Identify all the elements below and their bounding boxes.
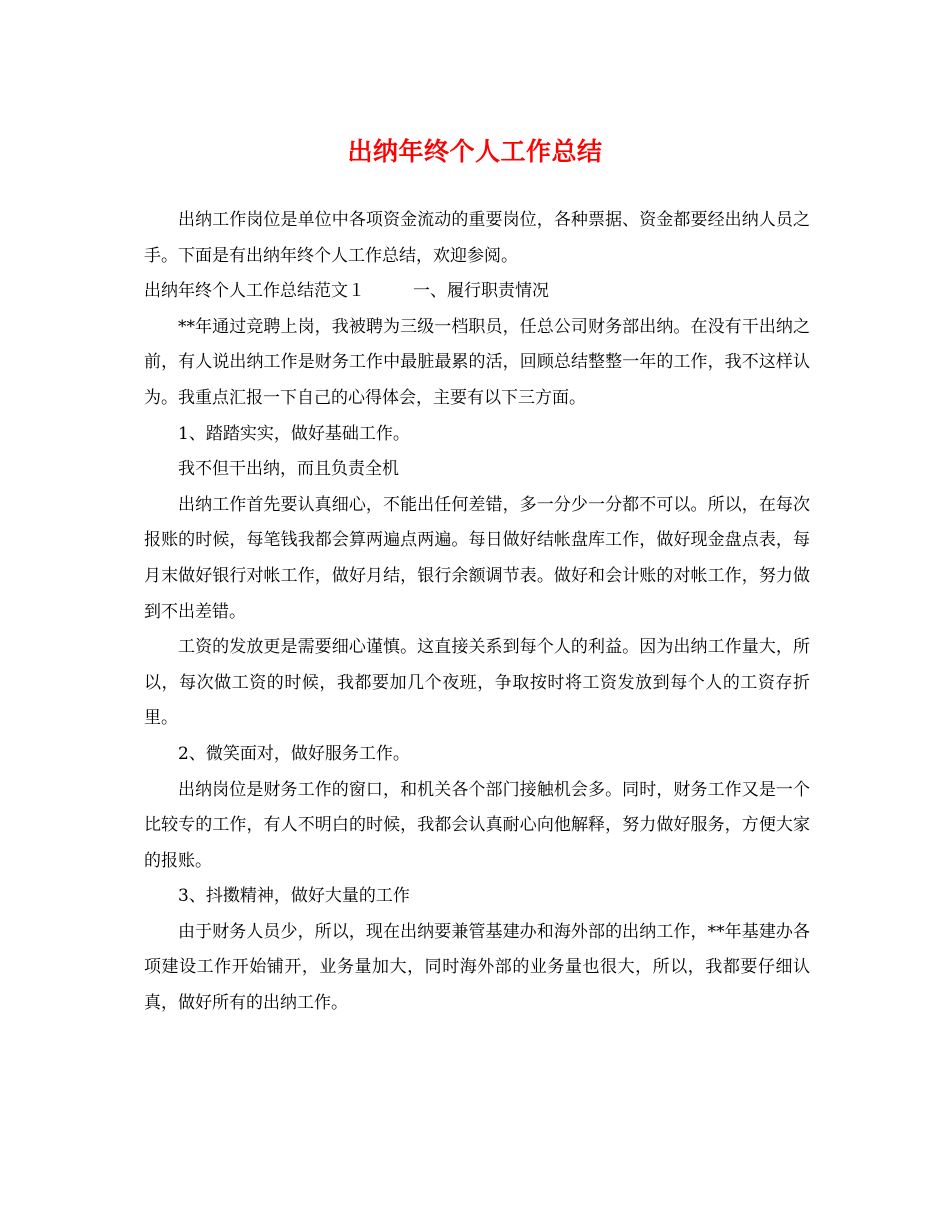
subheading-3: 3、抖擞精神，做好大量的工作 [178,886,410,907]
document-body [144,203,810,1022]
body-paragraph: 出纳工作首先要认真细心，不能出任何差错，多一分少一分都不可以。所以，在每次报账的时候，每笔钱我都会算两遍点两遍。每日做好结帐盘库工作，做好现金盘点表，每月末做好银行对帐工作，做好月结，银行余额调节表。做好和会计账的对帐工作，努力做到不出差错。 [144,494,810,622]
subheading-2: 2、微笑面对，做好服务工作。 [178,743,410,764]
intro-paragraph: 出纳工作岗位是单位中各项资金流动的重要岗位，各种票据、资金都要经出纳人员之手。下面是有出纳年终个人工作总结，欢迎参阅。 [144,210,810,266]
body-paragraph: 出纳岗位是财务工作的窗口，和机关各个部门接触机会多。同时，财务工作又是一个比较专的工作，有人不明白的时候，我都会认真耐心向他解释，努力做好服务，方便大家的报账。 [144,779,810,871]
body-paragraph: **年通过竞聘上岗，我被聘为三级一档职员，任总公司财务部出纳。在没有干出纳之前，有人说出纳工作是财务工作中最脏最累的活，回顾总结整整一年的工作，我不这样认为。我重点汇报一下自己的心得体会，主要有以下三方面。 [144,316,810,408]
body-paragraph: 由于财务人员少，所以，现在出纳要兼管基建办和海外部的出纳工作，**年基建办各项建设工作开始铺开，业务量加大，同时海外部的业务量也很大，所以，我都要仔细认真，做好所有的出纳工作。 [144,921,810,1014]
section-heading: 一、履行职责情况 [413,281,549,302]
sample-heading-line [144,274,810,310]
sample-heading: 出纳年终个人工作总结范文１ [144,281,365,302]
body-paragraph: 工资的发放更是需要细心谨慎。这直接关系到每个人的利益。因为出纳工作量大，所以，每次做工资的时候，我都要加几个夜班，争取按时将工资发放到每个人的工资存折里。 [144,637,810,729]
subheading-1: 1、踏踏实实，做好基础工作。 [178,423,410,444]
body-paragraph: 我不但干出纳，而且负责全机 [178,459,399,480]
document-title: 出纳年终个人工作总结 [347,137,603,166]
